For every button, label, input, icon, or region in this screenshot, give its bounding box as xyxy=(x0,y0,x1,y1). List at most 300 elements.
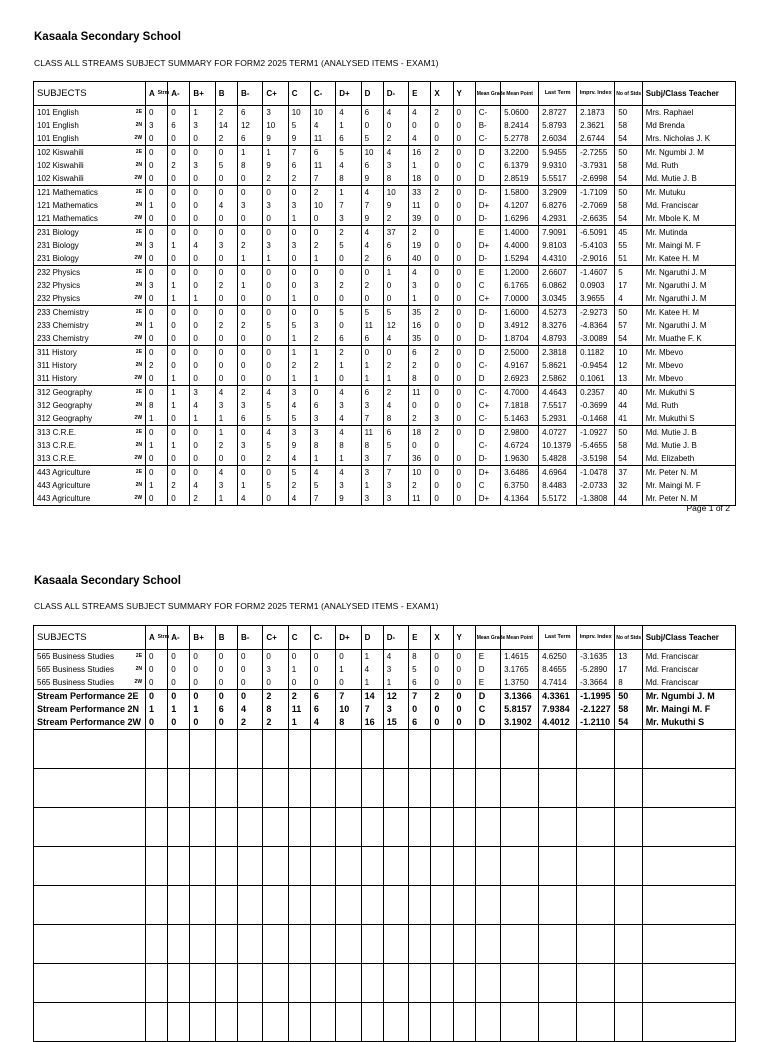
report-title: CLASS ALL STREAMS SUBJECT SUMMARY FOR FORM2 2025 TERM1 (ANALYSED ITEMS - EXAM1) xyxy=(34,58,439,68)
grade-count-cell: 0 xyxy=(168,452,190,466)
blank-cell xyxy=(539,847,577,886)
mean-grade-cell: D xyxy=(475,372,500,386)
table-row xyxy=(34,663,736,676)
grade-count-cell: 2 xyxy=(215,106,237,120)
grade-count-cell: 1 xyxy=(146,319,168,332)
grade-count-cell: 0 xyxy=(168,266,190,280)
grade-count-cell: 6 xyxy=(361,332,383,346)
grade-count-cell: 8 xyxy=(336,439,361,452)
last-term-cell: 4.3361 xyxy=(539,690,577,704)
grade-count-cell: 0 xyxy=(310,212,335,226)
grade-count-cell: 3 xyxy=(361,399,383,412)
blank-cell xyxy=(642,808,735,847)
stream-cell: 2N xyxy=(122,279,145,292)
no-of-stds-cell: 50 xyxy=(615,106,642,120)
grade-count-cell: 0 xyxy=(288,279,310,292)
teacher-cell: Md. Elizabeth xyxy=(642,452,735,466)
blank-cell xyxy=(190,964,215,1003)
grade-count-cell: 1 xyxy=(288,292,310,306)
blank-cell xyxy=(336,886,361,925)
imprv-index-cell: -5.4655 xyxy=(577,439,615,452)
grade-count-cell: 0 xyxy=(215,372,237,386)
grade-count-cell: 0 xyxy=(190,172,215,186)
mean-point-cell: 6.1765 xyxy=(501,279,539,292)
grade-count-cell: 2 xyxy=(263,452,288,466)
grade-count-cell: 0 xyxy=(453,292,475,306)
grade-count-cell: 2 xyxy=(431,346,453,360)
blank-cell xyxy=(34,964,146,1003)
grade-count-cell: 7 xyxy=(288,146,310,160)
mean-point-cell: 5.0600 xyxy=(501,106,539,120)
imprv-index-cell: -1.4607 xyxy=(577,266,615,280)
no-of-stds-cell: 40 xyxy=(615,386,642,400)
grade-count-cell: 0 xyxy=(453,172,475,186)
grade-count-cell: 2 xyxy=(431,690,453,704)
blank-cell xyxy=(288,925,310,964)
blank-cell xyxy=(577,964,615,1003)
mean-grade-cell: C- xyxy=(475,106,500,120)
header-grade: X xyxy=(431,82,453,106)
grade-count-cell: 2 xyxy=(383,386,408,400)
blank-row xyxy=(34,769,736,808)
grade-count-cell: 0 xyxy=(168,172,190,186)
blank-cell xyxy=(383,964,408,1003)
subject-cell: 231 Biology xyxy=(34,252,123,266)
blank-cell xyxy=(409,808,431,847)
blank-cell xyxy=(215,808,237,847)
mean-point-cell: 4.7000 xyxy=(501,386,539,400)
grade-count-cell: 3 xyxy=(263,106,288,120)
grade-count-cell: 0 xyxy=(237,332,262,346)
grade-count-cell: 0 xyxy=(453,372,475,386)
subject-cell: 121 Mathematics xyxy=(34,199,123,212)
grade-count-cell: 9 xyxy=(336,492,361,506)
subject-cell: 312 Geography xyxy=(34,399,123,412)
teacher-cell: Md. Mutie J. B xyxy=(642,172,735,186)
subject-cell: 313 C.R.E. xyxy=(34,439,123,452)
grade-count-cell: 1 xyxy=(168,279,190,292)
blank-cell xyxy=(475,964,500,1003)
no-of-stds-cell: 54 xyxy=(615,452,642,466)
subject-cell: 311 History xyxy=(34,372,123,386)
last-term-cell: 5.4828 xyxy=(539,452,577,466)
header-subjects-label: SUBJECTS xyxy=(37,88,87,99)
grade-count-cell: 2 xyxy=(336,346,361,360)
subject-cell: 311 History xyxy=(34,346,123,360)
grade-count-cell: 0 xyxy=(336,266,361,280)
grade-count-cell: 2 xyxy=(288,172,310,186)
grade-count-cell: 0 xyxy=(263,266,288,280)
imprv-index-cell: -3.1635 xyxy=(577,650,615,664)
last-term-cell: 2.8727 xyxy=(539,106,577,120)
blank-cell xyxy=(288,769,310,808)
last-term-cell: 2.6034 xyxy=(539,132,577,146)
grade-count-cell: 0 xyxy=(146,690,168,704)
grade-count-cell: 3 xyxy=(146,239,168,252)
teacher-cell: Md Brenda xyxy=(642,119,735,132)
grade-count-cell: 0 xyxy=(215,292,237,306)
grade-count-cell: 0 xyxy=(361,292,383,306)
report-page-2 xyxy=(0,560,768,1024)
grade-count-cell: 0 xyxy=(215,212,237,226)
grade-count-cell: 11 xyxy=(361,426,383,440)
blank-cell xyxy=(577,1003,615,1042)
mean-grade-cell: B- xyxy=(475,119,500,132)
grade-count-cell xyxy=(453,439,475,452)
grade-count-cell: 2 xyxy=(263,690,288,704)
blank-cell xyxy=(361,1003,383,1042)
grade-count-cell: 0 xyxy=(146,332,168,346)
grade-count-cell: 12 xyxy=(383,319,408,332)
grade-count-cell: 4 xyxy=(310,119,335,132)
no-of-stds-cell: 5 xyxy=(615,266,642,280)
grade-count-cell: 0 xyxy=(431,359,453,372)
mean-grade-cell: C- xyxy=(475,439,500,452)
grade-count-cell: 0 xyxy=(288,252,310,266)
grade-count-cell: 0 xyxy=(431,319,453,332)
header-mean-point: Mean Point xyxy=(501,82,539,106)
blank-cell xyxy=(642,1003,735,1042)
grade-count-cell: 0 xyxy=(431,386,453,400)
summary-table xyxy=(33,625,736,1042)
blank-cell xyxy=(642,964,735,1003)
grade-count-cell: 0 xyxy=(215,663,237,676)
blank-cell xyxy=(431,964,453,1003)
subject-cell: 101 English xyxy=(34,132,123,146)
no-of-stds-cell: 12 xyxy=(615,359,642,372)
grade-count-cell: 0 xyxy=(146,146,168,160)
grade-count-cell: 8 xyxy=(361,439,383,452)
imprv-index-cell: -2.0733 xyxy=(577,479,615,492)
grade-count-cell: 3 xyxy=(310,412,335,426)
blank-cell xyxy=(383,925,408,964)
stream-cell: 2W xyxy=(122,492,145,506)
teacher-cell: Md. Ruth xyxy=(642,399,735,412)
mean-point-cell: 3.6486 xyxy=(501,466,539,480)
blank-cell xyxy=(168,808,190,847)
grade-count-cell: 0 xyxy=(190,452,215,466)
blank-cell xyxy=(577,769,615,808)
grade-count-cell: 0 xyxy=(237,676,262,690)
grade-count-cell: 0 xyxy=(146,212,168,226)
grade-count-cell: 5 xyxy=(336,306,361,320)
table-body xyxy=(34,106,736,506)
grade-count-cell: 6 xyxy=(361,159,383,172)
blank-cell xyxy=(263,925,288,964)
grade-count-cell: 4 xyxy=(383,399,408,412)
grade-count-cell: 18 xyxy=(409,426,431,440)
blank-cell xyxy=(215,925,237,964)
grade-count-cell: 2 xyxy=(237,716,262,730)
grade-count-cell: 4 xyxy=(383,106,408,120)
blank-cell xyxy=(409,1003,431,1042)
grade-count-cell: 0 xyxy=(361,266,383,280)
grade-count-cell: 2 xyxy=(409,226,431,240)
grade-count-cell: 0 xyxy=(453,650,475,664)
header-grade: Y xyxy=(453,82,475,106)
grade-count-cell: 0 xyxy=(409,119,431,132)
blank-cell xyxy=(237,808,262,847)
blank-cell xyxy=(168,730,190,769)
blank-cell xyxy=(383,1003,408,1042)
grade-count-cell: 5 xyxy=(336,239,361,252)
blank-cell xyxy=(168,886,190,925)
grade-count-cell: 2 xyxy=(431,186,453,200)
blank-cell xyxy=(34,730,146,769)
blank-cell xyxy=(501,847,539,886)
blank-cell xyxy=(34,925,146,964)
blank-cell xyxy=(336,964,361,1003)
grade-count-cell: 0 xyxy=(215,359,237,372)
teacher-cell: Mr. Mbevo xyxy=(642,359,735,372)
grade-count-cell: 0 xyxy=(263,226,288,240)
grade-count-cell: 0 xyxy=(453,703,475,716)
imprv-index-cell: -6.5091 xyxy=(577,226,615,240)
grade-count-cell: 2 xyxy=(431,106,453,120)
grade-count-cell: 1 xyxy=(409,159,431,172)
grade-count-cell: 2 xyxy=(431,426,453,440)
last-term-cell: 4.7414 xyxy=(539,676,577,690)
mean-grade-cell: D+ xyxy=(475,492,500,506)
grade-count-cell: 0 xyxy=(263,212,288,226)
grade-count-cell: 0 xyxy=(146,172,168,186)
grade-count-cell: 7 xyxy=(361,412,383,426)
grade-count-cell: 0 xyxy=(431,479,453,492)
grade-count-cell: 0 xyxy=(453,266,475,280)
grade-count-cell: 8 xyxy=(336,172,361,186)
grade-count-cell: 6 xyxy=(361,386,383,400)
mean-grade-cell: D- xyxy=(475,306,500,320)
blank-cell xyxy=(288,808,310,847)
teacher-cell: Mr. Mukuthi S xyxy=(642,386,735,400)
grade-count-cell: 2 xyxy=(431,146,453,160)
grade-count-cell: 0 xyxy=(146,492,168,506)
grade-count-cell: 4 xyxy=(190,239,215,252)
no-of-stds-cell: 50 xyxy=(615,426,642,440)
grade-count-cell: 0 xyxy=(431,703,453,716)
blank-cell xyxy=(642,730,735,769)
grade-count-cell: 0 xyxy=(190,266,215,280)
blank-row xyxy=(34,1003,736,1042)
table-row xyxy=(34,676,736,690)
blank-cell xyxy=(237,1003,262,1042)
grade-count-cell: 0 xyxy=(336,676,361,690)
blank-cell xyxy=(409,886,431,925)
grade-count-cell: 3 xyxy=(361,452,383,466)
grade-count-cell: 9 xyxy=(361,212,383,226)
table-row xyxy=(34,119,736,132)
grade-count-cell: 4 xyxy=(336,386,361,400)
grade-count-cell: 6 xyxy=(336,332,361,346)
grade-count-cell: 2 xyxy=(383,132,408,146)
teacher-cell: Md. Mutie J. B xyxy=(642,426,735,440)
grade-count-cell: 0 xyxy=(190,226,215,240)
table-row xyxy=(34,386,736,400)
imprv-index-cell: 0.2357 xyxy=(577,386,615,400)
grade-count-cell: 0 xyxy=(168,226,190,240)
grade-count-cell: 2 xyxy=(361,279,383,292)
blank-cell xyxy=(475,886,500,925)
last-term-cell: 8.4483 xyxy=(539,479,577,492)
teacher-cell: Mr. Mutinda xyxy=(642,226,735,240)
grade-count-cell: 0 xyxy=(336,292,361,306)
grade-count-cell: 2 xyxy=(310,186,335,200)
grade-count-cell: 0 xyxy=(215,306,237,320)
blank-cell xyxy=(168,769,190,808)
mean-point-cell: 7.1818 xyxy=(501,399,539,412)
subject-cell: 121 Mathematics xyxy=(34,212,123,226)
grade-count-cell: 8 xyxy=(409,650,431,664)
mean-grade-cell: D- xyxy=(475,186,500,200)
grade-count-cell: 7 xyxy=(336,690,361,704)
grade-count-cell: 7 xyxy=(336,199,361,212)
blank-cell xyxy=(577,808,615,847)
blank-cell xyxy=(453,730,475,769)
grade-count-cell: 3 xyxy=(361,492,383,506)
blank-cell xyxy=(34,808,146,847)
grade-count-cell: 0 xyxy=(190,132,215,146)
grade-count-cell: 1 xyxy=(288,212,310,226)
grade-count-cell: 1 xyxy=(146,439,168,452)
mean-point-cell: 3.1366 xyxy=(501,690,539,704)
grade-count-cell: 1 xyxy=(190,292,215,306)
teacher-cell: Mr. Katee H. M xyxy=(642,306,735,320)
teacher-cell: Md. Ruth xyxy=(642,159,735,172)
imprv-index-cell: -1.0927 xyxy=(577,426,615,440)
last-term-cell: 5.5172 xyxy=(539,492,577,506)
grade-count-cell: 11 xyxy=(361,319,383,332)
grade-count-cell: 3 xyxy=(146,279,168,292)
blank-cell xyxy=(215,964,237,1003)
header-grade: D xyxy=(361,626,383,650)
grade-count-cell: 1 xyxy=(383,266,408,280)
header-grade: B- xyxy=(237,626,262,650)
table-row xyxy=(34,359,736,372)
grade-count-cell: 2 xyxy=(237,386,262,400)
grade-count-cell: 1 xyxy=(168,703,190,716)
blank-cell xyxy=(615,769,642,808)
blank-cell xyxy=(501,886,539,925)
grade-count-cell: 4 xyxy=(263,426,288,440)
blank-cell xyxy=(310,808,335,847)
mean-point-cell: 5.8157 xyxy=(501,703,539,716)
table-row xyxy=(34,426,736,440)
grade-count-cell: 7 xyxy=(383,466,408,480)
blank-cell xyxy=(431,769,453,808)
grade-count-cell: 10 xyxy=(383,186,408,200)
blank-cell xyxy=(168,964,190,1003)
blank-cell xyxy=(336,1003,361,1042)
grade-count-cell: 0 xyxy=(168,199,190,212)
mean-point-cell: 1.5294 xyxy=(501,252,539,266)
grade-count-cell: 0 xyxy=(431,266,453,280)
grade-count-cell: 1 xyxy=(361,372,383,386)
mean-point-cell: 2.6923 xyxy=(501,372,539,386)
grade-count-cell: 0 xyxy=(383,292,408,306)
school-name: Kasaala Secondary School xyxy=(34,575,182,587)
mean-grade-cell: C+ xyxy=(475,399,500,412)
grade-count-cell: 0 xyxy=(190,332,215,346)
grade-count-cell: 0 xyxy=(263,186,288,200)
blank-cell xyxy=(146,847,168,886)
grade-count-cell: 4 xyxy=(288,399,310,412)
blank-cell xyxy=(310,925,335,964)
grade-count-cell: 4 xyxy=(215,386,237,400)
header-grade: B+ xyxy=(190,82,215,106)
grade-count-cell: 0 xyxy=(146,266,168,280)
imprv-index-cell: -4.8364 xyxy=(577,319,615,332)
grade-count-cell: 1 xyxy=(336,452,361,466)
grade-count-cell: 0 xyxy=(263,306,288,320)
blank-cell xyxy=(431,886,453,925)
grade-count-cell: 4 xyxy=(215,199,237,212)
grade-count-cell: 11 xyxy=(310,132,335,146)
grade-count-cell: 9 xyxy=(361,172,383,186)
grade-count-cell: 0 xyxy=(288,650,310,664)
blank-cell xyxy=(383,808,408,847)
no-of-stds-cell: 17 xyxy=(615,279,642,292)
grade-count-cell: 0 xyxy=(146,676,168,690)
grade-count-cell: 0 xyxy=(431,199,453,212)
mean-grade-cell: C- xyxy=(475,359,500,372)
grade-count-cell: 6 xyxy=(237,412,262,426)
imprv-index-cell: -0.3699 xyxy=(577,399,615,412)
no-of-stds-cell: 44 xyxy=(615,492,642,506)
grade-count-cell: 10 xyxy=(409,466,431,480)
grade-count-cell: 3 xyxy=(310,426,335,440)
grade-count-cell: 0 xyxy=(453,452,475,466)
no-of-stds-cell: 41 xyxy=(615,412,642,426)
grade-count-cell: 1 xyxy=(288,716,310,730)
grade-count-cell: 0 xyxy=(263,372,288,386)
blank-cell xyxy=(642,847,735,886)
grade-count-cell: 0 xyxy=(263,292,288,306)
grade-count-cell: 1 xyxy=(288,346,310,360)
grade-count-cell: 7 xyxy=(361,199,383,212)
stream-cell: 2N xyxy=(122,119,145,132)
grade-count-cell: 0 xyxy=(190,346,215,360)
grade-count-cell: 0 xyxy=(146,132,168,146)
imprv-index-cell: 2.1873 xyxy=(577,106,615,120)
imprv-index-cell: -3.7931 xyxy=(577,159,615,172)
grade-count-cell: 1 xyxy=(168,439,190,452)
grade-count-cell: 5 xyxy=(215,159,237,172)
subject-cell: 231 Biology xyxy=(34,226,123,240)
grade-count-cell: 0 xyxy=(383,346,408,360)
blank-cell xyxy=(539,769,577,808)
imprv-index-cell: 2.3621 xyxy=(577,119,615,132)
grade-count-cell: 0 xyxy=(190,426,215,440)
mean-grade-cell: D xyxy=(475,663,500,676)
grade-count-cell: 0 xyxy=(146,466,168,480)
blank-cell xyxy=(237,730,262,769)
stream-cell: 2N xyxy=(122,319,145,332)
grade-count-cell: 0 xyxy=(263,492,288,506)
grade-count-cell: 3 xyxy=(310,279,335,292)
grade-count-cell: 3 xyxy=(263,199,288,212)
mean-grade-cell: D- xyxy=(475,252,500,266)
last-term-cell: 4.4012 xyxy=(539,716,577,730)
grade-count-cell: 0 xyxy=(215,676,237,690)
grade-count-cell: 0 xyxy=(146,292,168,306)
imprv-index-cell: -1.0478 xyxy=(577,466,615,480)
grade-count-cell: 0 xyxy=(168,716,190,730)
mean-grade-cell: C+ xyxy=(475,292,500,306)
blank-cell xyxy=(475,847,500,886)
blank-cell xyxy=(146,730,168,769)
grade-count-cell: 0 xyxy=(237,306,262,320)
blank-cell xyxy=(475,730,500,769)
